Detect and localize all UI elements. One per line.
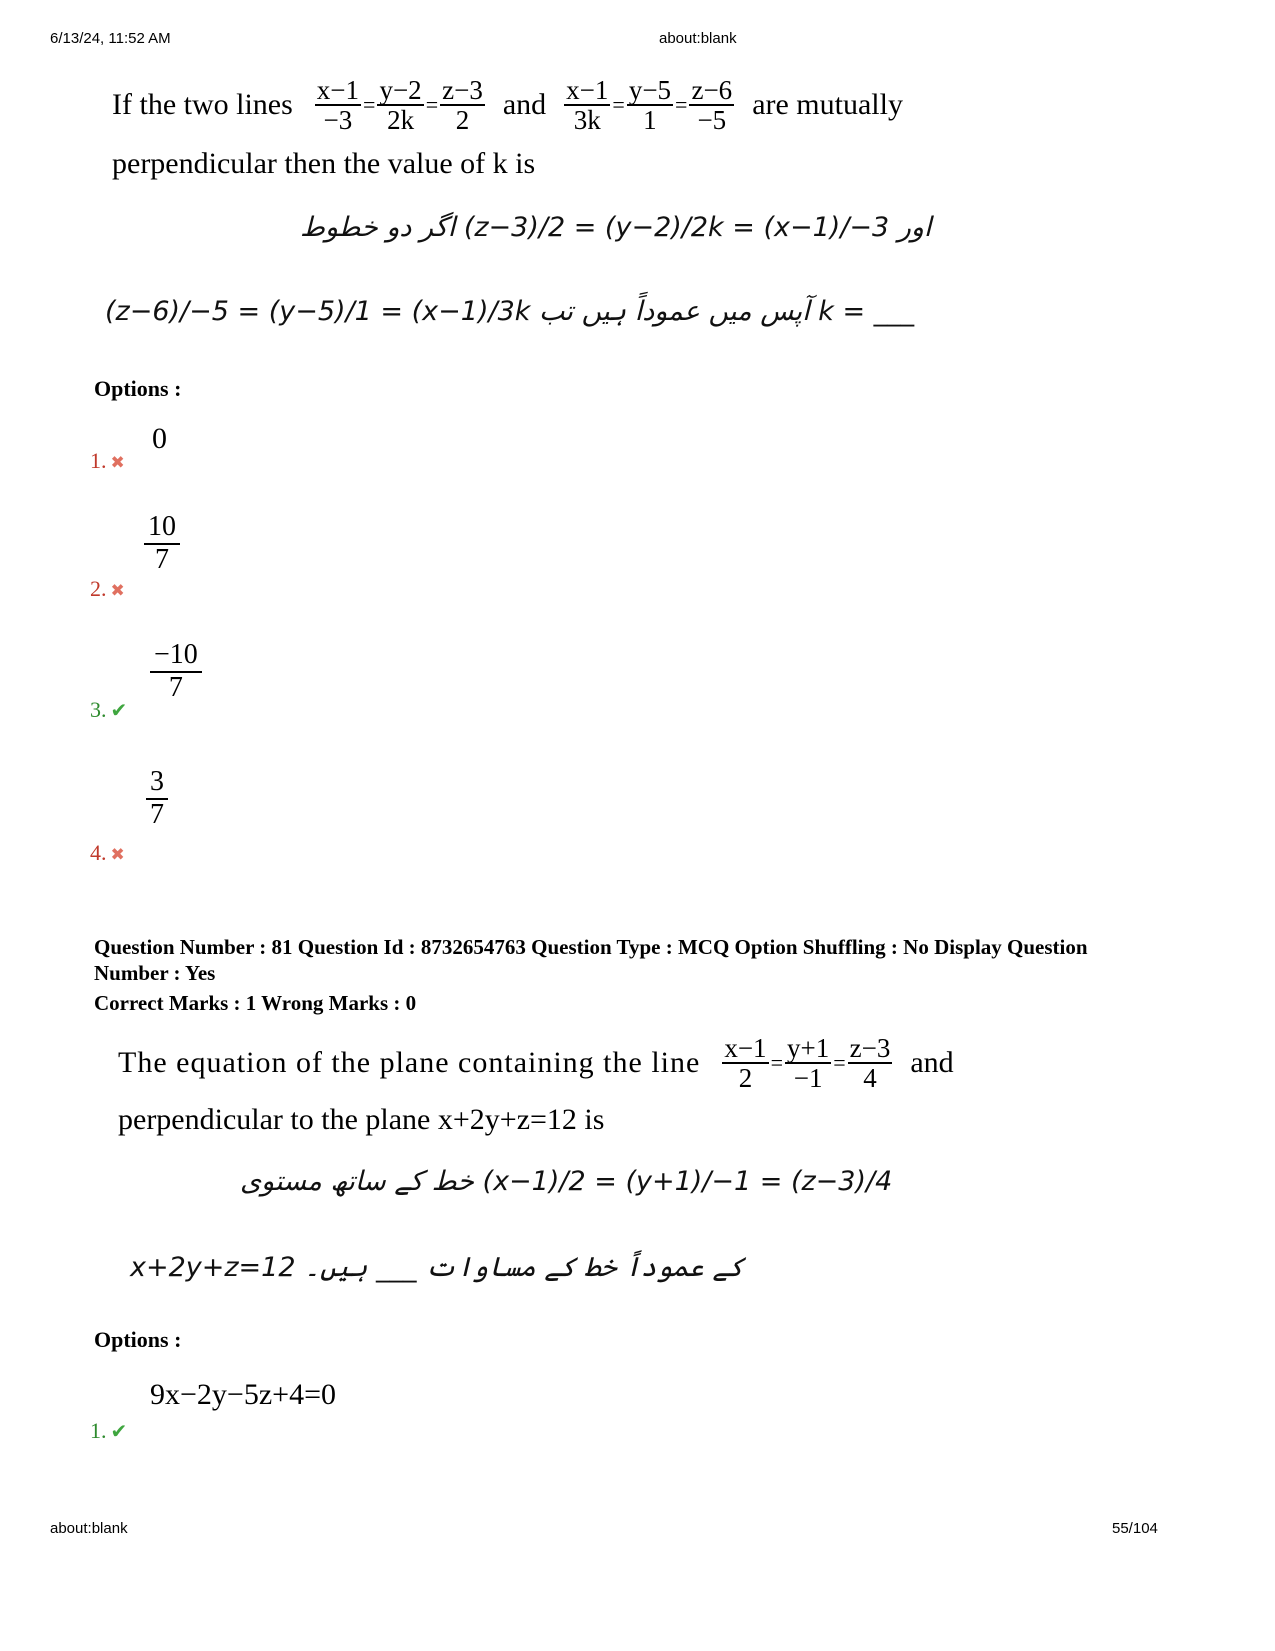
question-81-text [118,1034,954,1135]
q81-urdu-line2: x+2y+z=12 کے عموداً خط کے مساوات ___ ہیں۔ [130,1252,745,1283]
q81-marks: Correct Marks : 1 Wrong Marks : 0 [94,991,417,1015]
q81-prefix: The equation of the plane containing the line [118,1046,701,1080]
q80-prefix: If the two lines [112,88,293,122]
question-80-line1: If the two lines $\frac{x-1}{-3}$ = $\frac{y-2}{2k}$ = $\frac{z-3}{2}$ and $\frac{x-1}{3k}$ = $\frac{y-5}{1}$ = $\frac{z-6}{-5}$ are mutually [112,75,903,136]
q80-fraction [627,76,673,135]
q80-option-3-den: 7 [168,671,183,703]
q80-f3-den: 2 [455,105,470,136]
q80-urdu-line2: (z−6)/−5 = (y−5)/1 = (x−1)/3k آپس میں عموداً ہیں تب k = ___ [105,296,915,327]
q80-fraction [440,76,485,135]
check-icon: ✔ [110,698,128,722]
q81-meta-line1: Question Number : 81 Question Id : 8732654763 Question Type : MCQ Option Shuffling : No Display Question [94,935,1088,959]
q81-f3-den: 4 [863,1063,877,1094]
print-datetime: 6/13/24, 11:52 AM [50,30,171,47]
q80-g1-num: x−1 [566,75,609,105]
q80-g2-den: 1 [643,105,657,136]
q81-meta-line2: Number : Yes [94,961,216,985]
q80-option-4-num: 3 [146,767,168,800]
q80-urdu-line1: اگر دو خطوط (z−3)/2 = (y−2)/2k = (x−1)/−3 اور [300,212,932,243]
q80-f3-num: z−3 [442,75,483,105]
q80-f1-num: x−1 [316,75,360,105]
q81-fraction [848,1034,893,1093]
q81-option-1-number [90,1418,127,1444]
q80-fraction [315,76,361,135]
q80-option-1-value: 0 [152,422,167,455]
check-icon: ✔ [110,1419,128,1443]
q80-g3-num: z−6 [691,75,733,105]
q81-f2-num: y+1 [786,1033,830,1063]
q80-suffix: are mutually [752,88,903,122]
print-footer-url: about:blank [50,1520,128,1537]
q81-meta [94,934,1088,1016]
q81-f2-den: −1 [793,1063,823,1094]
q80-option-4-number [90,840,125,866]
q81-f3-num: z−3 [849,1033,891,1063]
q81-option-1-value: 9x−2y−5z+4=0 [150,1378,336,1411]
question-80-line2: perpendicular then the value of k is [112,146,536,180]
print-title: about:blank [659,30,737,47]
cross-icon: ✖ [110,453,125,473]
q80-and: and [502,88,547,122]
q81-and: and [910,1046,954,1080]
cross-icon: ✖ [110,581,125,601]
q80-option-3-number [90,697,127,723]
q80-f2-den: 2k [387,105,415,136]
q80-option-3-num: −10 [150,640,202,673]
q81-fraction [785,1034,831,1093]
cross-icon: ✖ [110,845,125,865]
q81-f1-num: x−1 [724,1033,767,1063]
q80-option-2-den: 7 [155,543,169,575]
q80-option-3-value [150,640,202,704]
print-page-number: 55/104 [1112,1520,1158,1537]
q80-option-3-label: 3. [90,697,107,722]
question-80-text [112,76,903,179]
question-81-line2: perpendicular to the plane x+2y+z=12 is [118,1102,605,1136]
q80-f2-num: y−2 [379,75,422,105]
q80-g3-den: −5 [697,105,727,136]
q80-fraction [689,76,734,135]
q80-options-label: Options : [94,376,182,401]
q81-f1-den: 2 [738,1063,753,1094]
q80-option-2-label: 2. [90,576,107,601]
q80-option-4-den: 7 [150,798,164,830]
q81-options-label: Options : [94,1327,182,1352]
q80-option-1-number [90,448,125,474]
q80-option-2-value [144,512,180,576]
q80-option-2-number [90,576,125,602]
q80-option-2-num: 10 [144,512,180,545]
q80-fraction [564,76,610,135]
q80-f1-den: −3 [323,105,353,136]
q81-fraction [722,1034,768,1093]
q80-fraction [377,76,423,135]
q80-g1-den: 3k [573,105,601,136]
q81-option-1-label: 1. [90,1418,107,1443]
q80-g2-num: y−5 [628,75,672,105]
q80-option-4-label: 4. [90,840,107,865]
question-81-line1: The equation of the plane containing the line $\frac{x-1}{2}$ = $\frac{y+1}{-1}$ = $\frac{z-3}{4}$ and [118,1033,954,1094]
q80-option-4-value [146,767,168,831]
q81-urdu-line1: خط کے ساتھ مستوی (x−1)/2 = (y+1)/−1 = (z−3)/4 [240,1166,893,1197]
q80-option-1-label: 1. [90,448,107,473]
